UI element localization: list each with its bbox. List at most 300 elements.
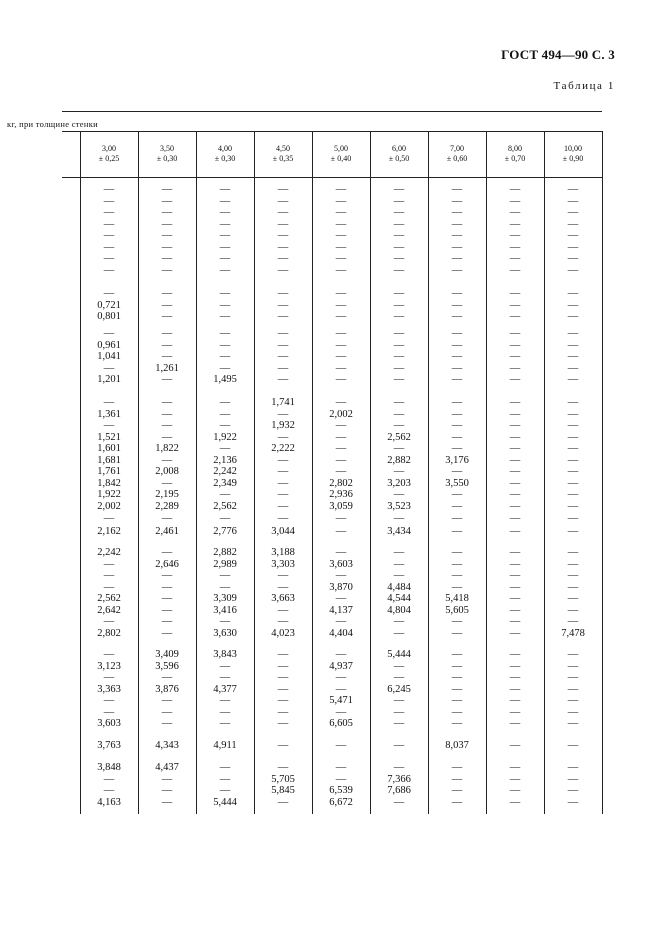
table-cell: — [161, 328, 173, 339]
table-cell: — [219, 762, 231, 773]
table-cell: 3,848 [97, 762, 121, 773]
column-header [312, 144, 370, 164]
table-cell: 2,222 [271, 443, 295, 455]
table-cell: — [219, 362, 231, 374]
table-cell: — [451, 547, 463, 558]
table-label: Таблица 1 [553, 80, 615, 92]
table-cell: — [567, 443, 579, 455]
table-cell: — [509, 207, 521, 219]
table-cell: — [335, 374, 347, 386]
table-cell: — [277, 740, 289, 751]
table-cell: 1,261 [155, 362, 179, 374]
table-cell: 1,681 [97, 454, 121, 466]
table-cell: 4,804 [387, 604, 411, 616]
table-cell: — [277, 230, 289, 242]
table-cell: — [277, 299, 289, 311]
table-cell: — [277, 512, 289, 524]
table-cell: 1,822 [155, 443, 179, 455]
table-cell: — [161, 207, 173, 219]
table-cell: — [277, 695, 289, 707]
table-cell: 1,201 [97, 374, 121, 386]
column-header [370, 144, 428, 164]
table-cell: — [103, 397, 115, 408]
column-header-tolerance: ± 0,35 [272, 154, 294, 163]
table-cell: — [219, 253, 231, 265]
table-cell: — [335, 547, 347, 558]
table-cell: — [509, 512, 521, 524]
table-cell: — [393, 374, 405, 386]
table-cell: 2,646 [155, 558, 179, 570]
table-cell: — [277, 311, 289, 323]
table-cell: — [103, 672, 115, 684]
table-cell: — [567, 604, 579, 616]
table-cell: 2,642 [97, 604, 121, 616]
table-cell: — [277, 660, 289, 672]
table-cell: 3,409 [155, 649, 179, 660]
table-cell: — [509, 706, 521, 718]
table-cell: — [393, 660, 405, 672]
table-cell: — [103, 512, 115, 524]
table-cell: — [567, 328, 579, 339]
table-cell: — [161, 718, 173, 730]
table-cell: — [335, 264, 347, 276]
table-cell: 1,741 [271, 397, 295, 408]
table-cell: — [393, 695, 405, 707]
table-cell: 2,562 [97, 593, 121, 605]
table-cell: — [277, 718, 289, 730]
table-cell: — [277, 672, 289, 684]
table-cell: — [393, 328, 405, 339]
table-cell: — [509, 241, 521, 253]
table-cell: — [335, 762, 347, 773]
table-cell: — [509, 773, 521, 785]
column-header [544, 144, 602, 164]
table-cell: — [451, 362, 463, 374]
table-rule [62, 111, 602, 112]
table-cell: — [451, 695, 463, 707]
table-cell: — [103, 773, 115, 785]
table-cell: — [393, 443, 405, 455]
table-cell: — [335, 420, 347, 432]
table-cell: — [335, 288, 347, 299]
table-cell: — [451, 443, 463, 455]
table-cell: — [451, 660, 463, 672]
table-cell: — [509, 526, 521, 537]
table-cell: — [161, 547, 173, 558]
table-cell: 2,195 [155, 489, 179, 501]
table-cell: — [393, 420, 405, 432]
table-cell: — [509, 230, 521, 242]
table-cell: — [451, 526, 463, 537]
table-cell: — [219, 184, 231, 195]
table-cell: — [393, 264, 405, 276]
table-cell: — [393, 339, 405, 351]
column-header-tolerance: ± 0,30 [214, 154, 236, 163]
table-cell: — [567, 207, 579, 219]
table-cell: — [277, 604, 289, 616]
table-rule [62, 177, 602, 178]
table-cell: — [335, 466, 347, 478]
table-cell: — [161, 593, 173, 605]
table-cell: — [451, 397, 463, 408]
table-cell: — [103, 706, 115, 718]
table-cell: — [451, 184, 463, 195]
table-cell: — [509, 796, 521, 808]
table-cell: — [219, 299, 231, 311]
table-cell: — [567, 339, 579, 351]
table-cell: 2,562 [213, 500, 237, 512]
table-cell: — [451, 796, 463, 808]
table-cell: — [335, 512, 347, 524]
table-cell: — [451, 558, 463, 570]
table-cell: 7,686 [387, 785, 411, 797]
table-cell: — [393, 351, 405, 363]
table-cell: — [335, 616, 347, 628]
table-cell: — [567, 431, 579, 443]
table-cell: — [451, 207, 463, 219]
table-cell: — [509, 443, 521, 455]
table-cell: 3,603 [329, 558, 353, 570]
table-cell: — [161, 374, 173, 386]
table-cell: — [393, 706, 405, 718]
table-cell: 1,041 [97, 351, 121, 363]
table-cell: — [509, 408, 521, 420]
table-cell: — [567, 570, 579, 582]
table-cell: — [451, 264, 463, 276]
table-cell: — [451, 762, 463, 773]
table-cell: — [277, 649, 289, 660]
column-header-thickness: 6,00 [392, 144, 406, 153]
table-cell: — [567, 547, 579, 558]
table-cell: — [335, 593, 347, 605]
column-header-thickness: 10,00 [564, 144, 582, 153]
table-cell: — [509, 311, 521, 323]
table-cell: — [103, 288, 115, 299]
table-cell: — [509, 695, 521, 707]
table-cell: — [509, 762, 521, 773]
table-cell: — [161, 512, 173, 524]
table-cell: 2,989 [213, 558, 237, 570]
table-cell: — [393, 241, 405, 253]
table-cell: 5,605 [445, 604, 469, 616]
table-cell: — [161, 351, 173, 363]
table-cell: — [451, 512, 463, 524]
column-header-thickness: 3,50 [160, 144, 174, 153]
page-header-standard: ГОСТ 494—90 С. 3 [501, 47, 615, 62]
table-cell: 5,444 [387, 649, 411, 660]
table-cell: — [509, 299, 521, 311]
table-cell: — [277, 796, 289, 808]
table-cell: — [451, 253, 463, 265]
table-cell: 1,495 [213, 374, 237, 386]
table-cell: — [451, 420, 463, 432]
table-cell: — [451, 672, 463, 684]
table-cell: 2,562 [387, 431, 411, 443]
table-cell: — [277, 207, 289, 219]
table-cell: — [393, 672, 405, 684]
table-cell: — [567, 195, 579, 207]
table-cell: — [567, 718, 579, 730]
table-cell: 2,802 [97, 627, 121, 639]
table-cell: — [277, 288, 289, 299]
table-cell: — [335, 195, 347, 207]
table-cell: — [567, 397, 579, 408]
table-cell: — [509, 328, 521, 339]
table-cell: 6,672 [329, 796, 353, 808]
table-cell: — [335, 339, 347, 351]
table-cell: 2,162 [97, 526, 121, 537]
table-cell: — [219, 718, 231, 730]
table-cell: 0,961 [97, 339, 121, 351]
table-cell: — [393, 207, 405, 219]
table-cell: — [451, 718, 463, 730]
table-cell: — [567, 374, 579, 386]
table-cell: — [393, 253, 405, 265]
table-cell: — [335, 311, 347, 323]
table-cell: — [451, 374, 463, 386]
table-cell: 7,366 [387, 773, 411, 785]
table-cell: — [567, 740, 579, 751]
table-cell: 4,484 [387, 581, 411, 593]
table-cell: — [393, 218, 405, 230]
table-cell: — [567, 253, 579, 265]
table-cell: — [277, 466, 289, 478]
table-cell: 4,544 [387, 593, 411, 605]
table-cell: 2,349 [213, 477, 237, 489]
table-cell: — [335, 207, 347, 219]
table-cell: — [335, 683, 347, 695]
table-cell: — [509, 466, 521, 478]
table-cell: — [161, 264, 173, 276]
column-header-thickness: 3,00 [102, 144, 116, 153]
table-cell: — [393, 718, 405, 730]
table-cell: — [509, 253, 521, 265]
table-cell: — [393, 489, 405, 501]
table-cell: — [451, 570, 463, 582]
table-cell: 2,882 [387, 454, 411, 466]
table-cell: — [509, 570, 521, 582]
table-cell: — [509, 431, 521, 443]
table-cell: 3,603 [97, 718, 121, 730]
table-cell: 1,521 [97, 431, 121, 443]
table-cell: — [103, 184, 115, 195]
table-cell: — [103, 616, 115, 628]
table-cell: 2,136 [213, 454, 237, 466]
table-cell: — [567, 420, 579, 432]
table-cell: 3,059 [329, 500, 353, 512]
table-cell: 2,008 [155, 466, 179, 478]
table-cell: — [161, 785, 173, 797]
table-cell: — [509, 397, 521, 408]
table-cell: — [393, 408, 405, 420]
table-cell: — [509, 420, 521, 432]
table-cell: — [567, 489, 579, 501]
table-cell: — [567, 264, 579, 276]
table-cell: — [509, 616, 521, 628]
table-cell: 0,801 [97, 311, 121, 323]
table-cell: — [567, 512, 579, 524]
table-cell: — [161, 477, 173, 489]
table-cell: — [393, 616, 405, 628]
table-cell: — [451, 328, 463, 339]
column-header-tolerance: ± 0,40 [330, 154, 352, 163]
table-cell: — [451, 773, 463, 785]
table-cell: 2,242 [97, 547, 121, 558]
table-cell: 3,363 [97, 683, 121, 695]
table-cell: 5,444 [213, 796, 237, 808]
table-cell: — [277, 339, 289, 351]
table-cell: — [451, 431, 463, 443]
table-cell: 6,539 [329, 785, 353, 797]
table-cell: — [393, 466, 405, 478]
column-header-thickness: 4,00 [218, 144, 232, 153]
table-cell: — [567, 408, 579, 420]
table-cell: — [567, 526, 579, 537]
table-cell: 3,434 [387, 526, 411, 537]
table-cell: 4,343 [155, 740, 179, 751]
table-cell: 3,123 [97, 660, 121, 672]
table-cell: — [219, 785, 231, 797]
table-cell: 6,605 [329, 718, 353, 730]
column-header-tolerance: ± 0,30 [156, 154, 178, 163]
table-cell: — [451, 408, 463, 420]
table-cell: — [219, 581, 231, 593]
table-cell: 4,377 [213, 683, 237, 695]
table-cell: — [277, 184, 289, 195]
table-cell: — [161, 218, 173, 230]
table-cell: — [509, 288, 521, 299]
table-cell: 3,044 [271, 526, 295, 537]
table-cell: — [567, 593, 579, 605]
table-cell: — [219, 408, 231, 420]
table-cell: — [219, 288, 231, 299]
table-cell: — [161, 184, 173, 195]
table-cell: — [335, 351, 347, 363]
table-cell: 4,137 [329, 604, 353, 616]
table-cell: 1,932 [271, 420, 295, 432]
table-cell: — [393, 184, 405, 195]
table-cell: — [219, 660, 231, 672]
table-cell: — [509, 218, 521, 230]
table-cell: — [103, 649, 115, 660]
table-cell: — [335, 454, 347, 466]
table-cell: — [335, 218, 347, 230]
table-cell: — [103, 241, 115, 253]
table-cell: — [335, 431, 347, 443]
table-cell: — [277, 264, 289, 276]
table-cell: — [277, 500, 289, 512]
table-cell: — [393, 570, 405, 582]
table-cell: — [219, 207, 231, 219]
table-cell: — [509, 593, 521, 605]
table-cell: 3,303 [271, 558, 295, 570]
table-cell: — [219, 489, 231, 501]
column-header [428, 144, 486, 164]
table-cell: — [509, 547, 521, 558]
table-cell: — [161, 431, 173, 443]
table-cell: 2,461 [155, 526, 179, 537]
table-cell: — [451, 288, 463, 299]
table-cell: — [451, 351, 463, 363]
table-cell: — [219, 339, 231, 351]
table-cell: — [161, 397, 173, 408]
table-cell: — [451, 299, 463, 311]
table-cell: — [219, 512, 231, 524]
table-cell: — [161, 454, 173, 466]
table-cell: — [277, 706, 289, 718]
table-cell: — [393, 299, 405, 311]
table-cell: 3,630 [213, 627, 237, 639]
table-cell: — [161, 230, 173, 242]
table-cell: — [161, 195, 173, 207]
table-cell: 5,471 [329, 695, 353, 707]
table-cell: — [219, 328, 231, 339]
table-cell: — [567, 362, 579, 374]
table-cell: 3,843 [213, 649, 237, 660]
table-cell: 3,876 [155, 683, 179, 695]
table-cell: — [219, 218, 231, 230]
table-cell: — [103, 207, 115, 219]
table-cell: — [103, 570, 115, 582]
table-cell: — [219, 351, 231, 363]
column-header-tolerance: ± 0,25 [98, 154, 120, 163]
table-cell: 1,922 [213, 431, 237, 443]
table-cell: — [393, 558, 405, 570]
table-cell: — [161, 773, 173, 785]
table-cell: — [393, 627, 405, 639]
table-cell: — [277, 195, 289, 207]
table-cell: — [161, 627, 173, 639]
table-cell: — [509, 740, 521, 751]
column-header-thickness: 5,00 [334, 144, 348, 153]
table-cell: 7,478 [561, 627, 585, 639]
table-cell: — [219, 616, 231, 628]
table-cell: 4,911 [213, 740, 237, 751]
table-cell: — [219, 570, 231, 582]
table-cell: — [103, 264, 115, 276]
table-cell: — [509, 339, 521, 351]
table-cell: — [567, 616, 579, 628]
table-cell: — [335, 241, 347, 253]
table-cell: — [393, 311, 405, 323]
table-cell: 5,845 [271, 785, 295, 797]
table-cell: 4,937 [329, 660, 353, 672]
table-cell: — [161, 253, 173, 265]
column-header-tolerance: ± 0,70 [504, 154, 526, 163]
column-header-tolerance: ± 0,60 [446, 154, 468, 163]
table-cell: — [277, 253, 289, 265]
table-cell: — [277, 683, 289, 695]
table-cell: — [451, 785, 463, 797]
table-cell: 2,002 [97, 500, 121, 512]
table-cell: 2,002 [329, 408, 353, 420]
table-cell: — [567, 184, 579, 195]
table-cell: — [277, 616, 289, 628]
table-cell: 3,763 [97, 740, 121, 751]
table-cell: — [451, 218, 463, 230]
table-cell: — [277, 374, 289, 386]
table-cell: — [103, 558, 115, 570]
table-cell: — [335, 253, 347, 265]
table-cell: 1,842 [97, 477, 121, 489]
table-cell: — [451, 241, 463, 253]
table-cell: — [335, 230, 347, 242]
table-cell: — [219, 264, 231, 276]
table-cell: 1,761 [97, 466, 121, 478]
table-cell: — [567, 311, 579, 323]
table-cell: — [161, 672, 173, 684]
table-cell: — [161, 695, 173, 707]
